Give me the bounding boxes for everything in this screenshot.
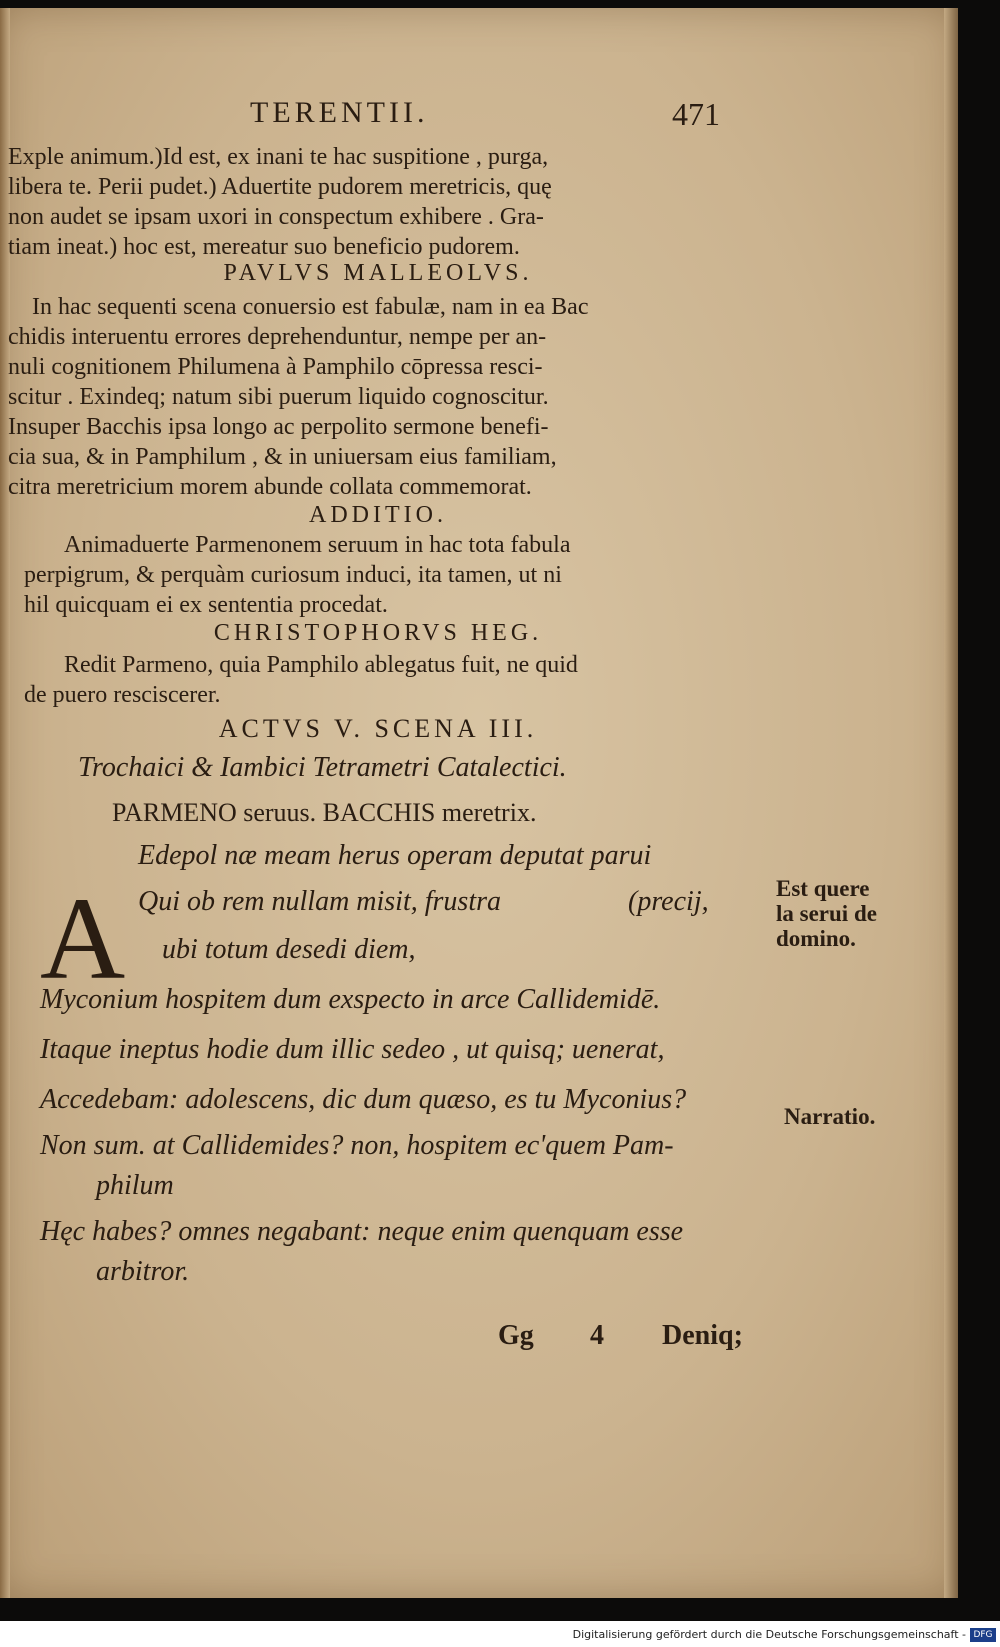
footer-credit-strip [0,1621,1000,1647]
margin-note-2: Narratio. [784,1104,876,1129]
paulus-line: In hac sequenti scena conuersio est fabulæ, nam in ea Bac [32,294,589,320]
verse-line: ubi totum desedi diem, [162,934,416,965]
verse-line: Edepol næ meam herus operam deputat parui [138,840,652,871]
paulus-line: chidis interuentu errores deprehenduntur, nempe per an- [8,324,547,350]
heading-paulus: PAVLVS MALLEOLVS. [223,260,533,286]
paulus-line: Insuper Bacchis ipsa longo ac perpolito sermone benefi- [8,414,549,440]
body-line: non audet se ipsam uxori in conspectum exhibere . Gra- [8,204,544,230]
book-page [0,8,958,1598]
additio-line: hil quicquam ei ex sententia procedat. [24,592,388,618]
meter-line: Trochaici & Iambici Tetrametri Catalectici. [78,752,567,783]
running-title: TERENTII. [250,96,429,129]
heading-christophorus: CHRISTOPHORVS HEG. [213,620,543,646]
margin-note-line: la serui de [776,901,877,926]
additio-line: perpigrum, & perquàm curiosum induci, ita tamen, ut ni [24,562,562,588]
verse-line: Hęc habes? omnes negabant: neque enim quenquam esse [40,1216,684,1247]
verse-line: Qui ob rem nullam misit, frustra [138,886,501,917]
drop-cap-initial: A [40,873,126,1004]
page-right-edge [944,8,958,1598]
margin-note-line: domino. [776,926,856,951]
paulus-line: cia sua, & in Pamphilum , & in uniuersam eius familiam, [8,444,557,470]
body-line: Exple animum.)Id est, ex inani te hac suspitione , purga, [8,144,549,170]
page-number: 471 [672,96,720,132]
paulus-line: citra meretricium morem abunde collata commemorat. [8,474,532,500]
catchword-word: Deniq; [662,1320,743,1351]
christophorus-line: Redit Parmeno, quia Pamphilo ablegatus fuit, ne quid [64,652,578,678]
paulus-line: scitur . Exindeq; natum sibi puerum liquido cognoscitur. [8,384,549,410]
christophorus-line: de puero resciscerer. [24,682,221,708]
margin-note-1 [776,876,877,951]
paulus-line: nuli cognitionem Philumena à Pamphilo cōpressa resci- [8,354,543,380]
footer-credit-text: Digitalisierung gefördert durch die Deutsche Forschungsgemeinschaft - [572,1628,966,1641]
catchword-number: 4 [590,1320,604,1351]
body-line: libera te. Perii pudet.) Aduertite pudorem meretricis, quę [8,174,552,200]
margin-note-line: Est quere [776,876,870,901]
dfg-logo-icon: DFG [970,1628,996,1642]
verse-line-overflow: (precij, [628,886,709,917]
verse-line: Itaque ineptus hodie dum illic sedeo , ut quisq; uenerat, [40,1034,665,1065]
act-heading: ACTVS V. SCENA III. [218,714,538,743]
characters-line: PARMENO seruus. BACCHIS meretrix. [112,798,537,827]
verse-line: Non sum. at Callidemides? non, hospitem ec'quem Pam- [40,1130,674,1161]
verse-line: arbitror. [96,1256,190,1287]
heading-additio: ADDITIO. [309,502,447,528]
verse-line: Accedebam: adolescens, dic dum quæso, es tu Myconius? [40,1084,687,1115]
verse-line: Myconium hospitem dum exspecto in arce Callidemidē. [40,984,661,1015]
catchword-signature: Gg [498,1320,534,1351]
verse-line: philum [96,1170,174,1201]
body-line: tiam ineat.) hoc est, mereatur suo beneficio pudorem. [8,234,520,260]
running-header [250,96,720,136]
additio-line: Animaduerte Parmenonem seruum in hac tota fabula [64,532,571,558]
